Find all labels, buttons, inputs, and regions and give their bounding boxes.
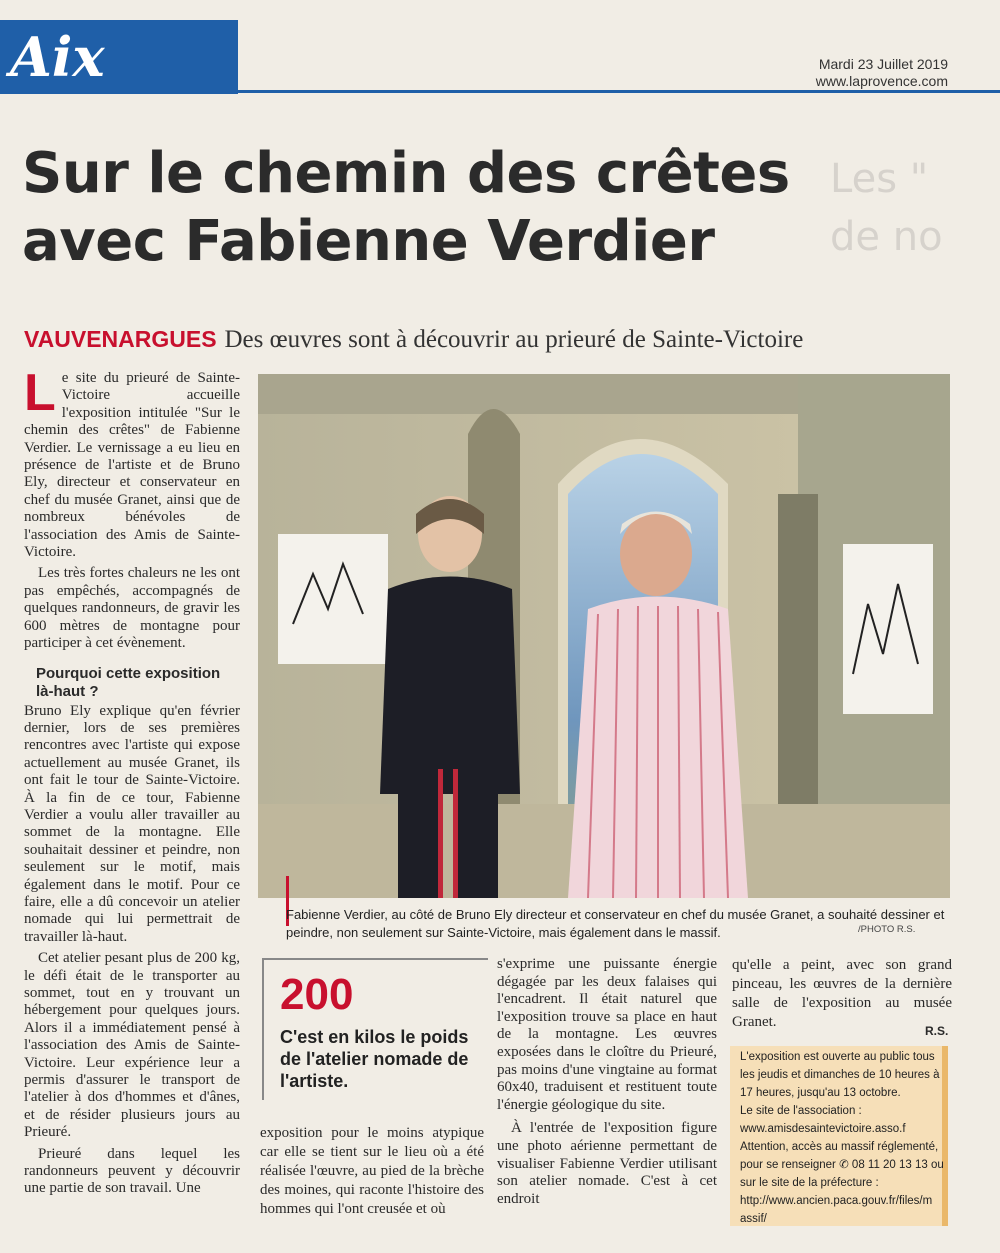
kicker-row xyxy=(24,322,984,357)
body-paragraph: À l'entrée de l'exposition figure une photo aérienne permettant de visualiser Fabienne Verdier utilisant son atelier nomade. C'est à cet endroit xyxy=(497,1120,717,1207)
body-column-2: exposition pour le moins atypique car elle se tient sur le lieu où a été réalisée l'œuvre, au pied de la brèche des moines, qui raconte l'histoire des hommes qui l'ont creusée et où xyxy=(260,1125,484,1217)
body-paragraph: Bruno Ely explique qu'en février dernier, lors de ses premières rencontres avec l'artiste qui expose actuellement au musée Granet, ils ont fait le tour de Sainte-Victoire. À la fin de ce tour, Fabienne Verdier a voulu aller travailler au sommet de la montagne. Elle souhaitait dessiner et peindre, non seulement sur le motif, mais également dans le motif. Pour ce faire, elle a dû concevoir un atelier nomade qui lui permettrait de travailler là-haut. xyxy=(24,702,240,945)
photo-credit: /PHOTO R.S. xyxy=(858,924,916,935)
practical-info-box xyxy=(730,1046,948,1226)
info-line: sur le site de la préfecture : xyxy=(740,1177,879,1189)
body-column-4: qu'elle a peint, avec son grand pinceau, les œuvres de la dernière salle de l'exposition au musée Granet. xyxy=(732,957,952,1030)
fact-box xyxy=(262,958,488,1100)
website-link[interactable]: www.laprovence.com xyxy=(815,73,948,89)
masthead-rule xyxy=(238,90,1000,93)
drop-cap: L xyxy=(24,364,56,422)
info-line: Attention, accès au massif réglementé, xyxy=(740,1141,939,1153)
photo-caption: Fabienne Verdier, au côté de Bruno Ely directeur et conservateur en chef du musée Granet, a souhaité dessiner et peindre, non seulement sur Sainte-Victoire, mais également dans le massif. xyxy=(286,907,945,940)
association-url[interactable]: www.amisdesaintevictoire.asso.f xyxy=(740,1123,906,1135)
dateline xyxy=(816,56,948,90)
section-name: Aix xyxy=(10,25,105,89)
info-line: L'exposition est ouverte au public tous xyxy=(740,1051,935,1063)
headline-line-1: Sur le chemin des crêtes xyxy=(22,141,790,206)
info-line: 17 heures, jusqu'au 13 octobre. xyxy=(740,1087,901,1099)
article-photo xyxy=(258,374,950,898)
publication-date: Mardi 23 Juillet 2019 xyxy=(818,56,948,72)
location-kicker: VAUVENARGUES xyxy=(24,326,217,352)
phone-line: pour se renseigner ✆ 08 11 20 13 13 ou xyxy=(740,1159,944,1171)
article-deck: Des œuvres sont à découvrir au prieuré de Sainte-Victoire xyxy=(224,326,804,353)
body-paragraph: Les très fortes chaleurs ne les ont pas empêchés, accompagnés de quelques randonneurs, de gravir les 600 mètres de montagne pour participer à cet évènement. xyxy=(24,565,240,652)
body-paragraph: Cet atelier pesant plus de 200 kg, le défi était de le transporter au sommet, tout en y trouvant un hébergement pour quelques jours. Alors il a immédiatement pensé à l'association des Amis de Sainte-Victoire. Leur expérience leur a permis d'assurer le transport de l'atelier à dos d'hommes et d'ânes, et de résider plusieurs jours au Prieuré. xyxy=(24,950,240,1141)
body-paragraph: s'exprime une puissante énergie dégagée par les deux falaises qui l'encadrent. Il était naturel que l'exposition trouve sa place en haut de la montagne. Les œuvres exposées dans le cloître du Prieuré, pas moins d'une vingtaine au format 60x40, traduisent et restituent toute l'énergie géologique du site. xyxy=(497,956,717,1113)
info-line: les jeudis et dimanches de 10 heures à xyxy=(740,1069,940,1081)
section-masthead xyxy=(0,20,238,94)
info-line: Le site de l'association : xyxy=(740,1105,862,1117)
fact-number: 200 xyxy=(280,970,354,1019)
article-headline xyxy=(22,140,922,276)
body-column-3 xyxy=(497,956,717,1214)
body-paragraph: Le site du prieuré de Sainte-Victoire accueille l'exposition intitulée "Sur le chemin des crêtes" de Fabienne Verdier. Le vernissage a eu lieu en présence de l'artiste et de Bruno Ely, directeur et conservateur en chef du musée Granet, ainsi que de nombreux bénévoles de l'association des Amis de Sainte-Victoire. xyxy=(24,364,240,561)
section-subhead: Pourquoi cette exposition là-haut ? xyxy=(36,664,221,700)
prefecture-url-cont[interactable]: assif/ xyxy=(740,1213,767,1225)
prefecture-url[interactable]: http://www.ancien.paca.gouv.fr/files/m xyxy=(740,1195,933,1207)
photo-illustration xyxy=(258,374,950,898)
body-paragraph: Prieuré dans lequel les randonneurs peuvent y découvrir une partie de son travail. Une xyxy=(24,1145,240,1197)
ghost-heading: Les " de no xyxy=(830,156,943,260)
headline-line-2: avec Fabienne Verdier xyxy=(22,209,715,274)
fact-text: C'est en kilos le poids de l'atelier nomade de l'artiste. xyxy=(280,1027,469,1091)
author-signature: R.S. xyxy=(925,1024,949,1038)
body-column-1 xyxy=(24,364,240,1202)
